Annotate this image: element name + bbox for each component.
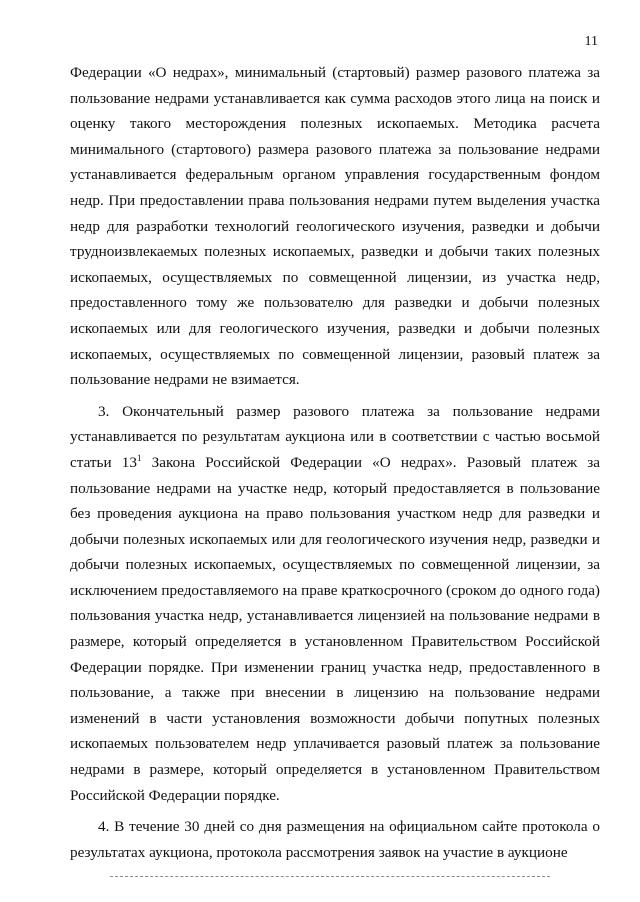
paragraph-3-text-end: Закона Российской Федерации «О недрах». Разовый платеж за пользование недрами на участке недр, который предоставляется в пользование без проведения аукциона на право пользования участком недр для разведки и добычи полезных ископаемых или для геологического изучения недр, разведки и добычи полезных ископаемых, осуществляемых по совмещенной лицензии, за исключением предоставляемого на праве краткосрочного (сроком до одного года) пользования участка недр, устанавливается лицензией на пользование недрами в размере, который определяется в установленном Правительством Российской Федерации порядке. При изменении границ участка недр, предоставленного в пользование, а также при внесении в лицензию на пользование недрами изменений в части установления возможности добычи попутных полезных ископаемых пользователем недр уплачивается разовый платеж за пользование недрами в размере, который определяется в установленном Правительством Российской Федерации порядке.	[70, 453, 600, 804]
paragraph-4: 4. В течение 30 дней со дня размещения на официальном сайте протокола о результатах аукциона, протокола рассмотрения заявок на участие в аукционе	[70, 818, 600, 861]
paragraph-continuation: Федерации «О недрах», минимальный (стартовый) размер разового платежа за пользование недрами устанавливается как сумма расходов этого лица на поиск и оценку такого месторождения полезных ископаемых. Методика расчета минимального (стартового) размера разового платежа за пользование недрами устанавливается федеральным органом управления государственным фондом недр. При предоставлении права пользования недрами путем выделения участка недр для разработки технологий геологического изучения, разведки и добычи трудноизвлекаемых полезных ископаемых, разведки и добычи таких полезных ископаемых, осуществляемых по совмещенной лицензии, из участка недр, предоставленного тому же пользователю для разведки и добычи полезных ископаемых или для геологического изучения, разведки и добычи полезных ископаемых, осуществляемых по совмещенной лицензии, разовый платеж за пользование недрами не взимается.	[70, 64, 600, 389]
page-bottom-rule	[110, 876, 550, 877]
article-superscript: 1	[136, 452, 142, 463]
paragraph-3-text-start: 3. Окончательный размер разового платежа за пользование недрами устанавливается по результатам аукциона или в соответствии с частью восьмой статьи 13	[70, 402, 600, 471]
document-body	[70, 60, 600, 865]
paragraph-3	[70, 399, 600, 809]
page-number: 11	[584, 34, 598, 49]
